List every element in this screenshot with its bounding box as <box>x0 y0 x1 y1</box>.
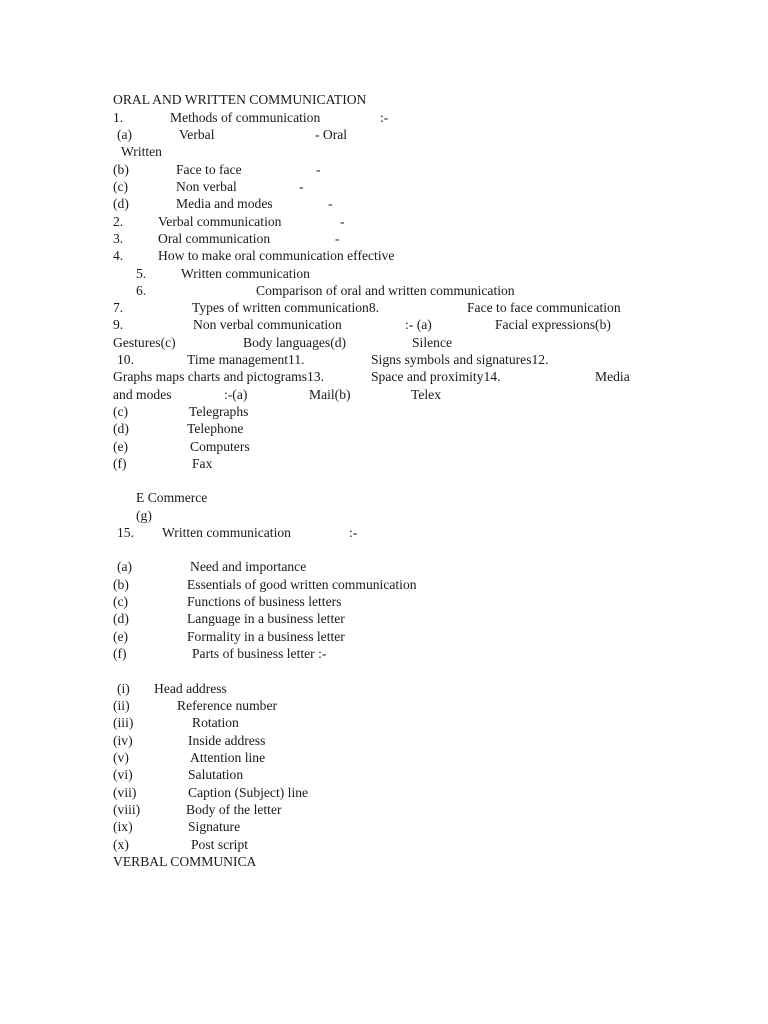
document-line-segment: (d) <box>113 421 129 436</box>
document-line-segment: Telephone <box>187 421 244 436</box>
document-line-segment: Media and modes <box>176 196 273 211</box>
document-line <box>0 230 768 247</box>
document-line-segment: 9. <box>113 317 124 332</box>
document-line <box>0 386 768 403</box>
document-line <box>0 749 768 766</box>
document-line-segment: Facial expressions(b) <box>495 317 611 332</box>
document-line <box>0 593 768 610</box>
document-line <box>0 195 768 212</box>
document-line-segment: Mail(b) <box>309 387 351 402</box>
document-line-segment: (viii) <box>113 802 141 817</box>
document-line-segment: - <box>299 179 304 194</box>
document-line-segment: 3. <box>113 231 124 246</box>
document-line-segment: - Oral <box>315 127 348 142</box>
document-line-segment: Silence <box>412 335 453 350</box>
document-line-segment: Fax <box>192 456 213 471</box>
document-line-segment: (ii) <box>113 698 130 713</box>
document-line <box>0 126 768 143</box>
document-line-segment: (d) <box>113 196 129 211</box>
document-line-segment: Computers <box>190 439 250 454</box>
document-line-segment: Salutation <box>188 767 244 782</box>
document-line-segment: :- <box>380 110 389 125</box>
document-line <box>0 801 768 818</box>
document-line-segment: Comparison of oral and written communication <box>256 283 515 298</box>
document-line <box>0 853 768 870</box>
document-line <box>0 732 768 749</box>
document-line-segment: :- (a) <box>405 317 432 332</box>
document-line <box>0 161 768 178</box>
document-line-segment: Signature <box>188 819 241 834</box>
document-line-segment: 15. <box>117 525 134 540</box>
document-line <box>0 178 768 195</box>
document-line-segment: Language in a business letter <box>187 611 345 626</box>
document-line-segment: 7. <box>113 300 124 315</box>
document-line-segment: 1. <box>113 110 124 125</box>
document-line-segment: How to make oral communication effective <box>158 248 395 263</box>
document-line <box>0 143 768 160</box>
document-line <box>0 680 768 697</box>
document-line <box>0 299 768 316</box>
document-line-segment: Attention line <box>190 750 266 765</box>
document-line-segment: 10. <box>117 352 134 367</box>
document-line <box>0 576 768 593</box>
document-line-segment: 5. <box>136 266 147 281</box>
document-line <box>0 403 768 420</box>
document-line <box>0 213 768 230</box>
document-line-segment: 6. <box>136 283 147 298</box>
document-line-segment: (c) <box>113 594 129 609</box>
document-line <box>0 507 768 524</box>
document-line <box>0 628 768 645</box>
document-line-segment: Body languages(d) <box>243 335 347 350</box>
document-line-segment: 4. <box>113 248 124 263</box>
document-line <box>0 316 768 333</box>
document-line-segment: (b) <box>113 577 129 592</box>
document-line <box>0 489 768 506</box>
document-line-segment: Post script <box>191 837 249 852</box>
document-line-segment: (f) <box>113 646 127 661</box>
document-line-segment: Space and proximity14. <box>371 369 501 384</box>
document-line <box>0 645 768 662</box>
document-line-segment: (a) <box>117 127 133 142</box>
document-line-segment: Types of written communication8. <box>192 300 380 315</box>
document-line-segment: (e) <box>113 439 129 454</box>
document-line <box>0 109 768 126</box>
document-line-segment: Need and importance <box>190 559 307 574</box>
document-line <box>0 524 768 541</box>
document-line-segment: (g) <box>136 508 152 523</box>
document-line-segment: Verbal <box>179 127 215 142</box>
document-line <box>0 438 768 455</box>
document-line-segment: (i) <box>117 681 130 696</box>
document-line-segment: Non verbal communication <box>193 317 342 332</box>
document-line-segment: (c) <box>113 404 129 419</box>
document-line-segment: - <box>328 196 333 211</box>
document-line-segment: Rotation <box>192 715 239 730</box>
document-line-segment: Head address <box>154 681 227 696</box>
document-line <box>0 714 768 731</box>
document-line-segment: (x) <box>113 837 129 852</box>
document-line-segment: :- <box>349 525 358 540</box>
document-line-segment: Media <box>595 369 630 384</box>
document-line-segment: (vii) <box>113 785 137 800</box>
document-line-segment: (e) <box>113 629 129 644</box>
document-title-text: ORAL AND WRITTEN COMMUNICATION <box>113 92 367 107</box>
document-line <box>0 265 768 282</box>
document-line-segment: (iii) <box>113 715 134 730</box>
document-line-segment: E Commerce <box>136 490 208 505</box>
document-line-segment: Face to face <box>176 162 242 177</box>
document-line-segment: (v) <box>113 750 129 765</box>
document-line-segment: Face to face communication <box>467 300 621 315</box>
document-line-segment: Reference number <box>177 698 278 713</box>
document-line <box>0 697 768 714</box>
document-line-segment: (ix) <box>113 819 133 834</box>
document-line-segment: Essentials of good written communication <box>187 577 417 592</box>
document-line-segment: Parts of business letter :- <box>192 646 327 661</box>
document-line-segment: Body of the letter <box>186 802 282 817</box>
document-line-segment: (f) <box>113 456 127 471</box>
document-line-segment: - <box>340 214 345 229</box>
document-line-segment: Graphs maps charts and pictograms13. <box>113 369 325 384</box>
document-line-segment: Formality in a business letter <box>187 629 345 644</box>
document-line-segment: VERBAL COMMUNICA <box>113 854 257 869</box>
document-line-segment: Telegraphs <box>189 404 249 419</box>
document-line-segment: Caption (Subject) line <box>188 785 309 800</box>
document-line-segment: Methods of communication <box>170 110 321 125</box>
document-line <box>0 420 768 437</box>
document-line-segment: Time management11. <box>187 352 305 367</box>
document-line-segment: (d) <box>113 611 129 626</box>
document-line <box>0 558 768 575</box>
document-line <box>0 818 768 835</box>
document-line-segment: Oral communication <box>158 231 271 246</box>
document-line <box>0 334 768 351</box>
document-line <box>0 282 768 299</box>
document-line-segment: (vi) <box>113 767 133 782</box>
document-line-segment: :-(a) <box>224 387 248 402</box>
document-line <box>0 836 768 853</box>
document-line <box>0 368 768 385</box>
document-line-segment: Written communication <box>181 266 310 281</box>
document-line-segment: Non verbal <box>176 179 237 194</box>
document-line <box>0 351 768 368</box>
document-line-segment: Verbal communication <box>158 214 282 229</box>
document-line <box>0 610 768 627</box>
document-line-segment: Gestures(c) <box>113 335 176 350</box>
document-line-segment: 2. <box>113 214 124 229</box>
document-line-segment: Functions of business letters <box>187 594 342 609</box>
document-line-segment: Telex <box>411 387 441 402</box>
document-line-segment: Written communication <box>162 525 291 540</box>
document-line-segment: - <box>335 231 340 246</box>
document-line <box>0 455 768 472</box>
document-line-segment: Signs symbols and signatures12. <box>371 352 549 367</box>
document-line <box>0 247 768 264</box>
document-line <box>0 766 768 783</box>
document-line-segment: (a) <box>117 559 133 574</box>
document-title <box>0 91 768 108</box>
document-line <box>0 784 768 801</box>
document-line-segment: Inside address <box>188 733 266 748</box>
document-line-segment: (c) <box>113 179 129 194</box>
document-line-segment: (b) <box>113 162 129 177</box>
document-line-segment: and modes <box>113 387 172 402</box>
document-line-segment: Written <box>121 144 162 159</box>
document-line-segment: (iv) <box>113 733 133 748</box>
document-line-segment: - <box>316 162 321 177</box>
